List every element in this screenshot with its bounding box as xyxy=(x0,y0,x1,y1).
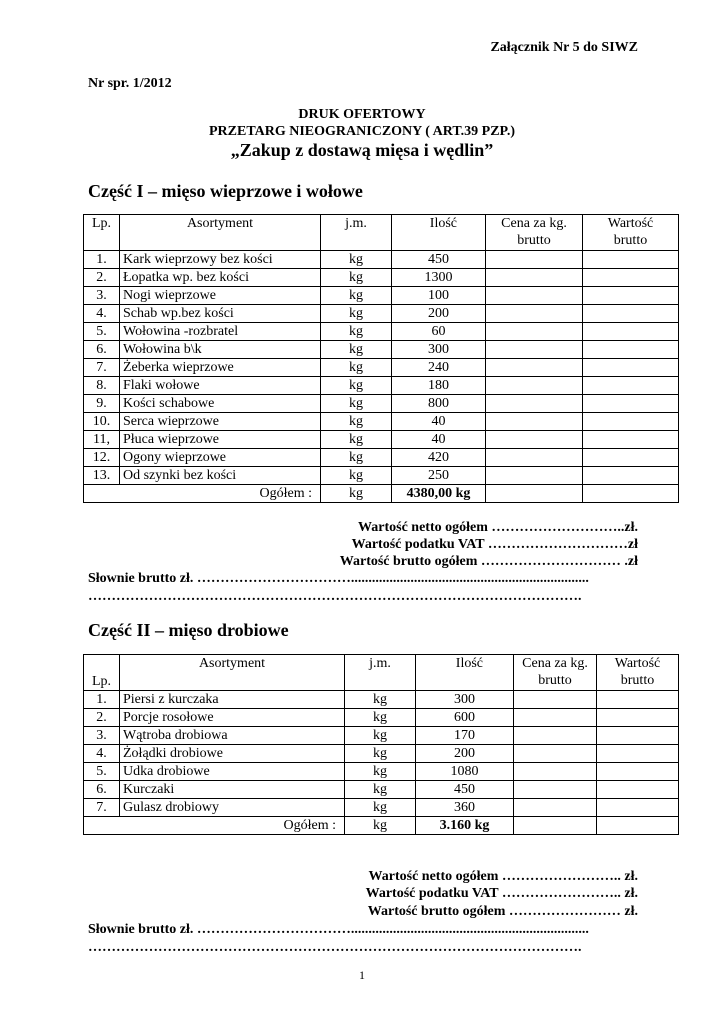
row-jm: kg xyxy=(345,691,416,709)
row-lp: 2. xyxy=(84,709,120,727)
table-row xyxy=(84,341,679,359)
row-value-cell xyxy=(583,467,679,485)
row-value-cell xyxy=(583,395,679,413)
table-row xyxy=(84,449,679,467)
row-asortyment: Ogony wieprzowe xyxy=(120,449,321,467)
row-lp: 4. xyxy=(84,305,120,323)
table-row xyxy=(84,395,679,413)
row-asortyment: Od szynki bez kości xyxy=(120,467,321,485)
row-jm: kg xyxy=(321,449,392,467)
row-price-cell xyxy=(514,745,597,763)
row-jm: kg xyxy=(345,709,416,727)
row-lp: 4. xyxy=(84,745,120,763)
row-quantity: 100 xyxy=(392,287,486,305)
header-wartosc-line2: brutto xyxy=(620,673,655,688)
part1-vat: Wartość podatku VAT …………………………zł xyxy=(351,537,638,552)
row-value-cell xyxy=(597,709,679,727)
row-quantity: 600 xyxy=(416,709,514,727)
total-value-cell xyxy=(597,817,679,835)
row-value-cell xyxy=(583,287,679,305)
header-asortyment: Asortyment xyxy=(120,655,345,691)
annex-label: Załącznik Nr 5 do SIWZ xyxy=(490,40,638,55)
row-price-cell xyxy=(486,413,583,431)
row-asortyment: Kark wieprzowy bez kości xyxy=(120,251,321,269)
row-value-cell xyxy=(583,323,679,341)
part2-netto: Wartość netto ogółem …………………….. zł. xyxy=(368,869,638,884)
row-lp: 8. xyxy=(84,377,120,395)
table-row xyxy=(84,727,679,745)
row-price-cell xyxy=(486,305,583,323)
row-value-cell xyxy=(597,799,679,817)
row-quantity: 450 xyxy=(392,251,486,269)
row-lp: 1. xyxy=(84,251,120,269)
row-quantity: 420 xyxy=(392,449,486,467)
row-value-cell xyxy=(583,269,679,287)
row-lp: 2. xyxy=(84,269,120,287)
header-wartosc-line1: Wartość xyxy=(614,656,661,671)
header-lp: Lp. xyxy=(84,655,120,691)
part2-vat: Wartość podatku VAT …………………….. zł. xyxy=(365,886,638,901)
row-quantity: 200 xyxy=(392,305,486,323)
total-lp-cell xyxy=(84,817,120,835)
row-price-cell xyxy=(486,269,583,287)
row-jm: kg xyxy=(345,727,416,745)
part2-title: Część II – mięso drobiowe xyxy=(88,620,289,640)
row-price-cell xyxy=(514,763,597,781)
row-lp: 10. xyxy=(84,413,120,431)
row-price-cell xyxy=(514,691,597,709)
row-price-cell xyxy=(486,287,583,305)
table-row xyxy=(84,251,679,269)
row-jm: kg xyxy=(321,323,392,341)
row-lp: 7. xyxy=(84,799,120,817)
row-lp: 11, xyxy=(84,431,120,449)
header-wartosc xyxy=(597,655,679,691)
row-value-cell xyxy=(597,763,679,781)
row-value-cell xyxy=(583,377,679,395)
table-row xyxy=(84,269,679,287)
table-row xyxy=(84,323,679,341)
total-quantity: 4380,00 kg xyxy=(392,485,486,503)
row-price-cell xyxy=(514,799,597,817)
row-value-cell xyxy=(597,691,679,709)
part2-brutto: Wartość brutto ogółem …………………… zł. xyxy=(367,904,638,919)
row-asortyment: Gulasz drobiowy xyxy=(120,799,345,817)
total-lp-cell xyxy=(84,485,120,503)
row-quantity: 40 xyxy=(392,413,486,431)
row-jm: kg xyxy=(321,395,392,413)
row-asortyment: Kurczaki xyxy=(120,781,345,799)
row-jm: kg xyxy=(321,305,392,323)
header-ilosc: Ilość xyxy=(416,655,514,691)
row-jm: kg xyxy=(345,799,416,817)
total-price-cell xyxy=(486,485,583,503)
row-value-cell xyxy=(597,781,679,799)
row-value-cell xyxy=(583,251,679,269)
row-lp: 1. xyxy=(84,691,120,709)
row-lp: 13. xyxy=(84,467,120,485)
row-value-cell xyxy=(583,413,679,431)
row-jm: kg xyxy=(345,745,416,763)
row-value-cell xyxy=(597,727,679,745)
row-jm: kg xyxy=(321,467,392,485)
header-cena xyxy=(514,655,597,691)
table-row xyxy=(84,377,679,395)
row-lp: 12. xyxy=(84,449,120,467)
part1-table xyxy=(83,214,679,503)
row-jm: kg xyxy=(321,377,392,395)
page-number: 1 xyxy=(359,968,365,982)
row-quantity: 180 xyxy=(392,377,486,395)
row-quantity: 1080 xyxy=(416,763,514,781)
table-header-row xyxy=(84,215,679,251)
part2-table xyxy=(83,654,679,835)
total-jm: kg xyxy=(345,817,416,835)
header-wartosc-line2: brutto xyxy=(613,233,648,248)
row-asortyment: Porcje rosołowe xyxy=(120,709,345,727)
row-price-cell xyxy=(514,727,597,745)
total-label: Ogółem : xyxy=(120,485,321,503)
row-asortyment: Serca wieprzowe xyxy=(120,413,321,431)
row-quantity: 250 xyxy=(392,467,486,485)
total-row xyxy=(84,485,679,503)
row-quantity: 200 xyxy=(416,745,514,763)
row-lp: 7. xyxy=(84,359,120,377)
part1-title: Część I – mięso wieprzowe i wołowe xyxy=(88,181,363,201)
header-jm: j.m. xyxy=(321,215,392,251)
header-cena-line1: Cena za kg. xyxy=(501,216,567,231)
table-row xyxy=(84,467,679,485)
row-quantity: 800 xyxy=(392,395,486,413)
row-jm: kg xyxy=(321,341,392,359)
table-row xyxy=(84,305,679,323)
header-wartosc xyxy=(583,215,679,251)
row-lp: 5. xyxy=(84,763,120,781)
row-quantity: 1300 xyxy=(392,269,486,287)
part2-slownie: Słownie brutto zł. …………………………….................................................................... xyxy=(88,922,589,937)
row-lp: 3. xyxy=(84,287,120,305)
row-asortyment: Żołądki drobiowe xyxy=(120,745,345,763)
row-jm: kg xyxy=(321,287,392,305)
row-lp: 5. xyxy=(84,323,120,341)
row-asortyment: Piersi z kurczaka xyxy=(120,691,345,709)
row-jm: kg xyxy=(321,413,392,431)
row-asortyment: Kości schabowe xyxy=(120,395,321,413)
row-price-cell xyxy=(486,323,583,341)
row-asortyment: Płuca wieprzowe xyxy=(120,431,321,449)
table-row xyxy=(84,359,679,377)
row-price-cell xyxy=(514,709,597,727)
table-row xyxy=(84,799,679,817)
row-price-cell xyxy=(514,781,597,799)
row-jm: kg xyxy=(345,763,416,781)
part2-dots: ……………………………………………………………………………………………. xyxy=(88,940,582,955)
row-value-cell xyxy=(583,341,679,359)
row-asortyment: Schab wp.bez kości xyxy=(120,305,321,323)
row-asortyment: Wołowina -rozbratel xyxy=(120,323,321,341)
part1-slownie: Słownie brutto zł. …………………………….................................................................... xyxy=(88,571,589,586)
header-cena-line2: brutto xyxy=(538,673,572,688)
row-value-cell xyxy=(597,745,679,763)
row-price-cell xyxy=(486,359,583,377)
row-jm: kg xyxy=(321,251,392,269)
table-row xyxy=(84,763,679,781)
total-price-cell xyxy=(514,817,597,835)
row-asortyment: Wołowina b\k xyxy=(120,341,321,359)
row-price-cell xyxy=(486,251,583,269)
table-header-row xyxy=(84,655,679,691)
row-price-cell xyxy=(486,431,583,449)
table-row xyxy=(84,287,679,305)
header-cena-line2: brutto xyxy=(517,233,551,248)
header-cena xyxy=(486,215,583,251)
tender-subject: „Zakup z dostawą mięsa i wędlin” xyxy=(230,140,494,160)
row-quantity: 300 xyxy=(416,691,514,709)
row-lp: 9. xyxy=(84,395,120,413)
row-asortyment: Łopatka wp. bez kości xyxy=(120,269,321,287)
table-row xyxy=(84,709,679,727)
row-quantity: 300 xyxy=(392,341,486,359)
row-asortyment: Nogi wieprzowe xyxy=(120,287,321,305)
header-jm: j.m. xyxy=(345,655,416,691)
row-lp: 6. xyxy=(84,781,120,799)
part1-netto: Wartość netto ogółem ………………………..zł. xyxy=(358,520,638,535)
row-quantity: 40 xyxy=(392,431,486,449)
row-lp: 6. xyxy=(84,341,120,359)
row-price-cell xyxy=(486,377,583,395)
row-lp: 3. xyxy=(84,727,120,745)
table-row xyxy=(84,413,679,431)
table-row xyxy=(84,691,679,709)
header-lp: Lp. xyxy=(84,215,120,251)
row-quantity: 450 xyxy=(416,781,514,799)
table-row xyxy=(84,431,679,449)
row-value-cell xyxy=(583,431,679,449)
row-quantity: 240 xyxy=(392,359,486,377)
table-row xyxy=(84,745,679,763)
total-row xyxy=(84,817,679,835)
row-price-cell xyxy=(486,395,583,413)
row-price-cell xyxy=(486,449,583,467)
row-value-cell xyxy=(583,359,679,377)
row-jm: kg xyxy=(321,359,392,377)
row-jm: kg xyxy=(321,269,392,287)
row-jm: kg xyxy=(321,431,392,449)
row-value-cell xyxy=(583,305,679,323)
row-quantity: 170 xyxy=(416,727,514,745)
reference-number: Nr spr. 1/2012 xyxy=(88,76,172,91)
row-asortyment: Żeberka wieprzowe xyxy=(120,359,321,377)
document-title: DRUK OFERTOWY xyxy=(298,107,426,122)
row-quantity: 360 xyxy=(416,799,514,817)
header-cena-line1: Cena za kg. xyxy=(522,656,588,671)
part1-brutto: Wartość brutto ogółem ………………………… .zł xyxy=(339,554,638,569)
table-row xyxy=(84,781,679,799)
header-asortyment: Asortyment xyxy=(120,215,321,251)
tender-type: PRZETARG NIEOGRANICZONY ( ART.39 PZP.) xyxy=(209,124,515,139)
row-asortyment: Flaki wołowe xyxy=(120,377,321,395)
row-price-cell xyxy=(486,341,583,359)
total-quantity: 3.160 kg xyxy=(416,817,514,835)
header-ilosc: Ilość xyxy=(392,215,486,251)
row-asortyment: Udka drobiowe xyxy=(120,763,345,781)
total-label: Ogółem : xyxy=(120,817,345,835)
part1-dots: ……………………………………………………………………………………………. xyxy=(88,589,582,604)
row-price-cell xyxy=(486,467,583,485)
total-value-cell xyxy=(583,485,679,503)
row-value-cell xyxy=(583,449,679,467)
row-jm: kg xyxy=(345,781,416,799)
row-quantity: 60 xyxy=(392,323,486,341)
row-asortyment: Wątroba drobiowa xyxy=(120,727,345,745)
total-jm: kg xyxy=(321,485,392,503)
header-wartosc-line1: Wartość xyxy=(607,216,654,231)
